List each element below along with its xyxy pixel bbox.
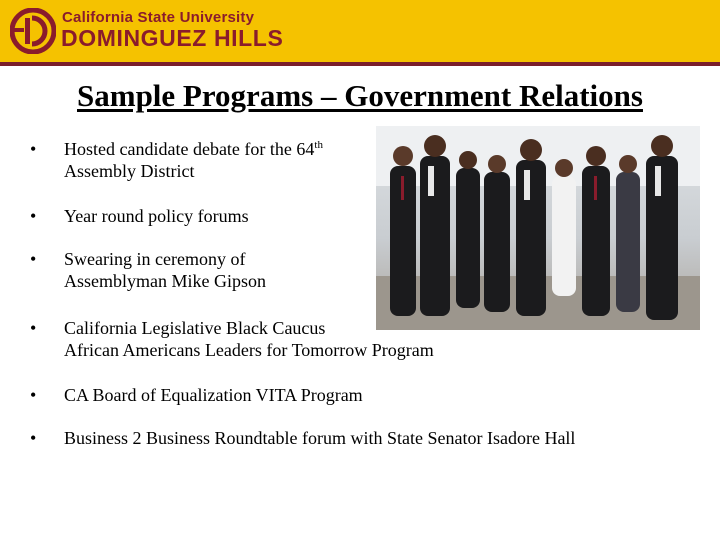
bullet-dot: • bbox=[30, 318, 37, 338]
bullet-text-continued: Assembly District bbox=[64, 161, 195, 181]
logo-university-name: California State University bbox=[62, 9, 255, 26]
bullet-text: Year round policy forums bbox=[64, 206, 249, 226]
slide-title: Sample Programs – Government Relations bbox=[77, 78, 643, 113]
bullet-dot: • bbox=[30, 385, 37, 405]
bullet-text: Hosted candidate debate for the 64 bbox=[64, 139, 315, 159]
bullet-text: Swearing in ceremony of bbox=[64, 249, 246, 269]
bullet-dot: • bbox=[30, 428, 37, 448]
bullet-dot: • bbox=[30, 249, 37, 269]
header-banner bbox=[0, 0, 720, 62]
logo-campus-name: DOMINGUEZ HILLS bbox=[61, 25, 284, 51]
bullet-text: Business 2 Business Roundtable forum with State Senator Isadore Hall bbox=[64, 428, 576, 448]
bullet-text: CA Board of Equalization VITA Program bbox=[64, 385, 363, 405]
header-divider bbox=[0, 62, 720, 66]
group-photo bbox=[376, 126, 700, 330]
ordinal-suffix: th bbox=[314, 139, 323, 151]
bullet-text-continued: African Americans Leaders for Tomorrow Program bbox=[64, 340, 434, 360]
bullet-text: California Legislative Black Caucus bbox=[64, 318, 326, 338]
bullet-text-continued: Assemblyman Mike Gipson bbox=[64, 271, 266, 291]
bullet-dot: • bbox=[30, 139, 37, 159]
bullet-dot: • bbox=[30, 206, 37, 226]
csudh-seal-icon bbox=[10, 8, 56, 54]
